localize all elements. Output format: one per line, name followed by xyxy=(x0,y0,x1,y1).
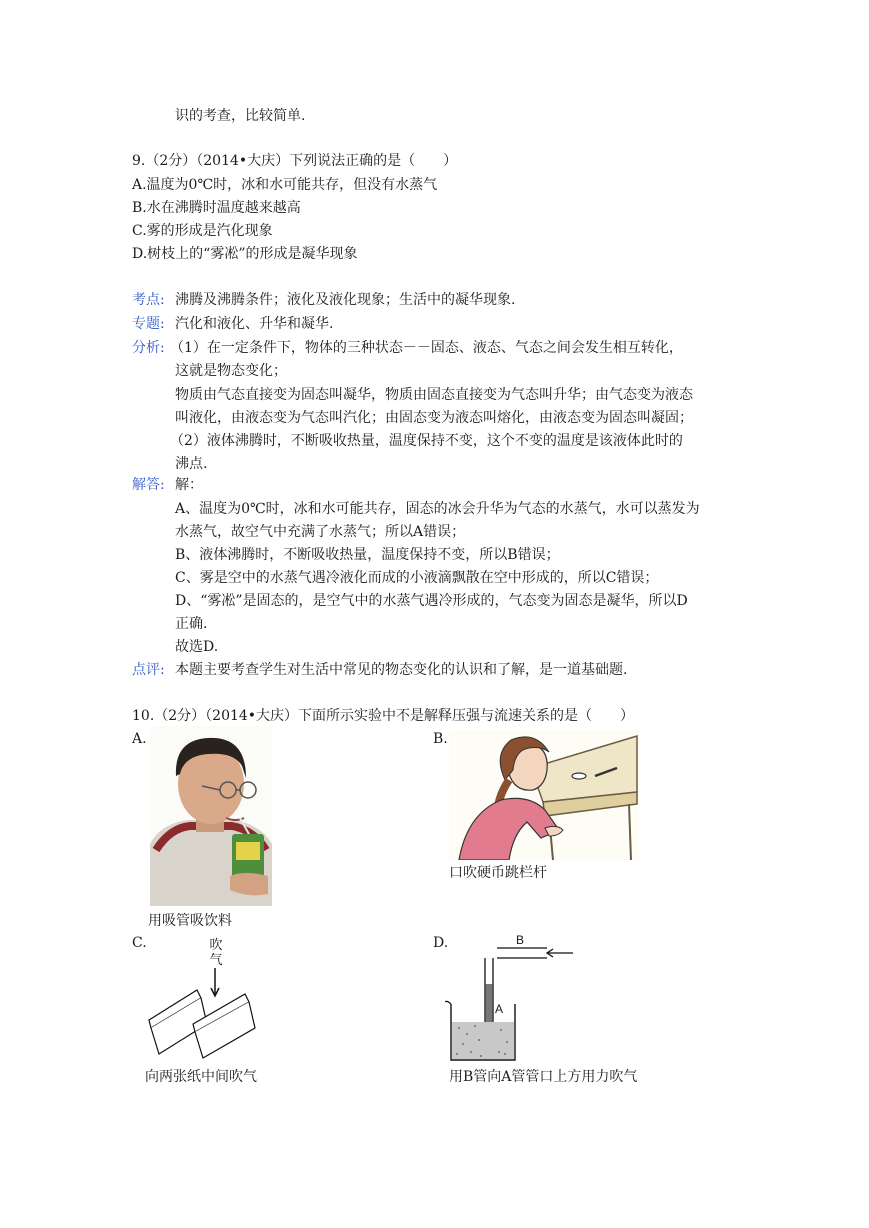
jieda-line: B、液体沸腾时，不断吸收热量，温度保持不变，所以B错误； xyxy=(175,547,560,563)
zhuanti-label: 专题: xyxy=(132,316,165,332)
fenxi-line: 叫液化，由液态变为气态叫汽化；由固态变为液态叫熔化，由液态变为固态叫凝固； xyxy=(175,410,693,426)
jieda-line: 故选D. xyxy=(175,639,219,655)
fenxi-line: 这就是物态变化； xyxy=(175,363,287,379)
q10-option-d-caption: 用B管向A管管口上方用力吹气 xyxy=(449,1069,638,1085)
figure-d-label-b: B xyxy=(516,933,525,947)
q9-option-b: B.水在沸腾时温度越来越高 xyxy=(132,200,301,216)
jieda-line: D、“雾凇”是固态的，是空气中的水蒸气遇冷形成的，气态变为固态是凝华，所以D xyxy=(175,593,688,609)
fenxi-line: 沸点. xyxy=(175,456,208,472)
q10-option-a-caption: 用吸管吸饮料 xyxy=(148,913,232,929)
figure-a-straw-photo xyxy=(150,726,272,906)
q9-option-a: A.温度为0℃时，冰和水可能共存，但没有水蒸气 xyxy=(132,177,438,193)
jieda-head: 解： xyxy=(175,477,203,493)
q10-stem: 10.（2分）（2014•大庆）下面所示实验中不是解释压强与流速关系的是（ ） xyxy=(132,708,635,724)
intro-tail: 识的考查，比较简单. xyxy=(175,108,306,124)
jieda-line: 水蒸气，故空气中充满了水蒸气；所以A错误； xyxy=(175,524,466,540)
figure-b-coin-photo xyxy=(449,730,639,860)
jieda-line: 正确. xyxy=(175,616,208,632)
fenxi-line: （2）液体沸腾时，不断吸收热量，温度保持不变，这个不变的温度是该液体此时的 xyxy=(170,433,683,449)
q10-option-a-label: A. xyxy=(132,731,147,747)
q10-option-c-caption: 向两张纸中间吹气 xyxy=(145,1069,257,1085)
figure-c-blow-label: 吹气 xyxy=(209,938,223,968)
kaodian-text: 沸腾及沸腾条件；液化及液化现象；生活中的凝华现象. xyxy=(175,292,516,308)
dianping-label: 点评: xyxy=(132,662,165,678)
q10-option-b-caption: 口吹硬币跳栏杆 xyxy=(449,865,547,881)
jieda-label: 解答: xyxy=(132,477,165,493)
figure-c-paper-diagram xyxy=(145,968,265,1060)
dianping-text: 本题主要考查学生对生活中常见的物态变化的认识和了解，是一道基础题. xyxy=(175,662,628,678)
q10-option-b-label: B. xyxy=(433,731,448,747)
q9-option-d: D.树枝上的“雾凇”的形成是凝华现象 xyxy=(132,246,358,262)
fenxi-label: 分析: xyxy=(132,340,165,356)
figure-d-label-a: A xyxy=(495,1002,504,1016)
jieda-line: C、雾是空中的水蒸气遇冷液化而成的小液滴飘散在空中形成的，所以C错误； xyxy=(175,570,659,586)
q10-option-c-label: C. xyxy=(132,935,147,951)
fenxi-line: 物质由气态直接变为固态叫凝华，物质由固态直接变为气态叫升华；由气态变为液态 xyxy=(175,387,693,403)
q9-option-c: C.雾的形成是汽化现象 xyxy=(132,223,273,239)
q10-option-d-label: D. xyxy=(433,935,449,951)
kaodian-label: 考点: xyxy=(132,292,165,308)
figure-d-tube-diagram xyxy=(445,944,580,1064)
fenxi-line: （1）在一定条件下，物体的三种状态－－固态、液态、气态之间会发生相互转化， xyxy=(170,340,683,356)
q9-stem: 9.（2分）（2014•大庆）下列说法正确的是（ ） xyxy=(132,153,458,169)
jieda-line: A、温度为0℃时，冰和水可能共存，固态的冰会升华为气态的水蒸气，水可以蒸发为 xyxy=(175,501,700,517)
zhuanti-text: 汽化和液化、升华和凝华. xyxy=(175,316,334,332)
